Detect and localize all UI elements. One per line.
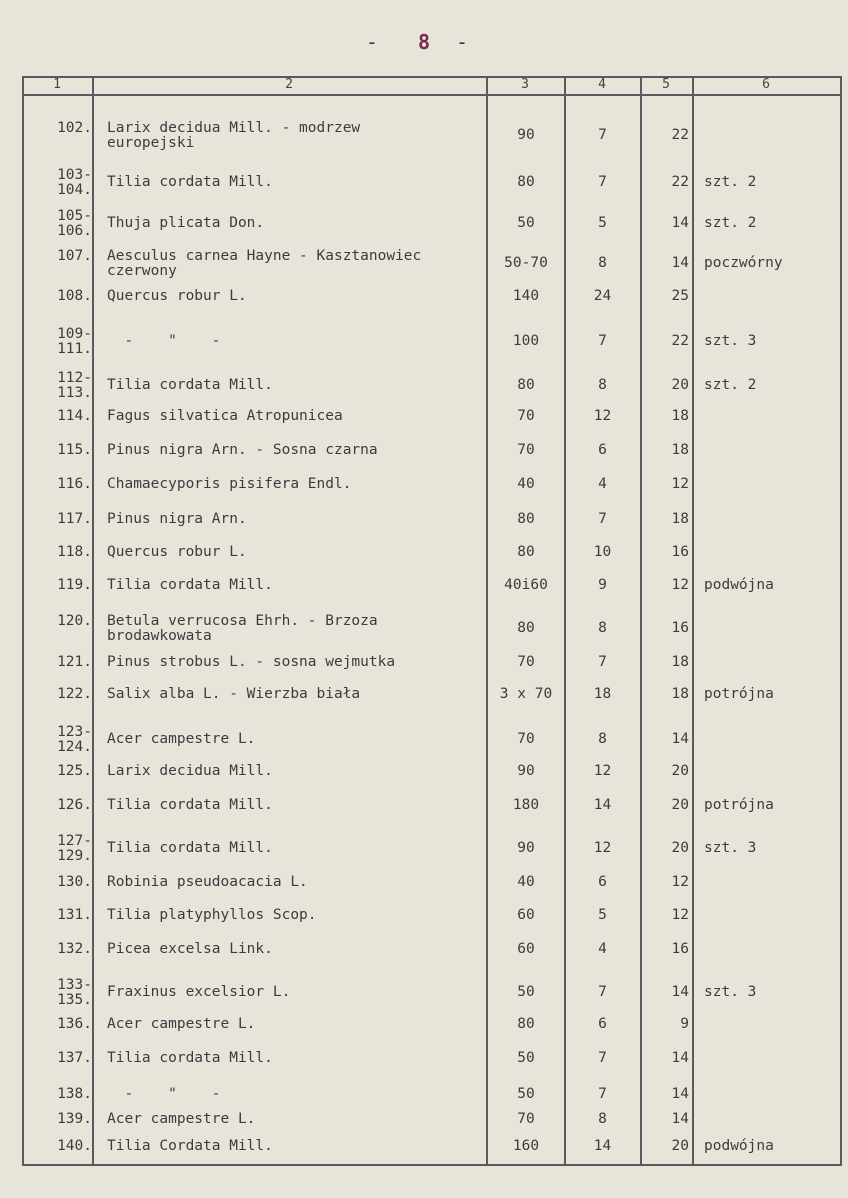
cell-c1: 117. (57, 511, 92, 527)
cell-c3: 80 (517, 1016, 535, 1032)
cell-c4: 7 (598, 654, 607, 670)
column-header: 6 (762, 77, 770, 92)
cell-c3: 50 (517, 215, 535, 231)
cell-c5: 12 (671, 476, 689, 492)
cell-c1: 137. (57, 1050, 92, 1066)
cell-c1: 138. (57, 1086, 92, 1102)
cell-c4: 7 (598, 1050, 607, 1066)
cell-c1: 103- 104. (57, 167, 92, 198)
cell-c6: szt. 2 (704, 215, 757, 231)
cell-c1: 102. (57, 120, 92, 136)
cell-c5: 16 (671, 941, 689, 957)
cell-c5: 14 (671, 984, 689, 1000)
cell-c4: 10 (593, 544, 612, 560)
cell-c5: 18 (671, 442, 689, 458)
cell-c4: 7 (598, 127, 607, 143)
cell-c2: Aesculus carnea Hayne - Kasztanowiec czerwony (107, 248, 422, 279)
cell-c4: 5 (598, 215, 607, 231)
cell-c4: 6 (598, 874, 607, 890)
cell-c5: 12 (671, 907, 689, 923)
cell-c4: 7 (598, 333, 607, 349)
cell-c3: 140 (512, 288, 540, 304)
cell-c1: 123- 124. (57, 724, 92, 755)
cell-c4: 8 (598, 377, 607, 393)
cell-c5: 20 (671, 797, 689, 813)
cell-c1: 136. (57, 1016, 92, 1032)
cell-c3: 70 (517, 731, 535, 747)
cell-c2: - " - (107, 1086, 221, 1102)
cell-c3: 70 (517, 1111, 535, 1127)
cell-c3: 40 (517, 476, 535, 492)
cell-c6: szt. 3 (704, 984, 757, 1000)
cell-c3: 80 (517, 544, 535, 560)
column-rule (840, 76, 842, 1166)
cell-c5: 14 (671, 215, 689, 231)
column-header: 5 (662, 77, 670, 92)
cell-c3: 40i60 (504, 577, 548, 593)
cell-c2: Thuja plicata Don. (107, 215, 265, 231)
column-header: 4 (598, 77, 606, 92)
cell-c3: 50 (517, 984, 535, 1000)
cell-c2: Larix decidua Mill. (107, 763, 273, 779)
cell-c4: 8 (598, 731, 607, 747)
cell-c1: 126. (57, 797, 92, 813)
cell-c1: 118. (57, 544, 92, 560)
cell-c5: 14 (671, 1111, 689, 1127)
cell-c3: 50-70 (504, 255, 548, 271)
cell-c3: 80 (517, 620, 535, 636)
cell-c3: 50 (517, 1086, 535, 1102)
cell-c5: 20 (671, 840, 689, 856)
column-header: 2 (285, 77, 293, 92)
cell-c1: 109- 111. (57, 326, 92, 357)
cell-c4: 7 (598, 984, 607, 1000)
cell-c5: 18 (671, 686, 689, 702)
cell-c1: 115. (57, 442, 92, 458)
cell-c2: Fraxinus excelsior L. (107, 984, 291, 1000)
cell-c4: 12 (593, 763, 612, 779)
cell-c1: 139. (57, 1111, 92, 1127)
cell-c4: 24 (593, 288, 612, 304)
cell-c5: 20 (671, 1138, 689, 1154)
cell-c5: 18 (671, 654, 689, 670)
cell-c2: Betula verrucosa Ehrh. - Brzoza brodawkowata (107, 613, 378, 644)
cell-c3: 60 (517, 941, 535, 957)
cell-c6: szt. 2 (704, 377, 757, 393)
cell-c5: 14 (671, 731, 689, 747)
cell-c1: 120. (57, 613, 92, 629)
page-number: - 8 - (365, 30, 483, 54)
cell-c5: 16 (671, 620, 689, 636)
cell-c4: 18 (593, 686, 612, 702)
cell-c4: 12 (593, 408, 612, 424)
cell-c3: 60 (517, 907, 535, 923)
cell-c6: podwójna (704, 1138, 774, 1154)
cell-c1: 132. (57, 941, 92, 957)
cell-c3: 80 (517, 174, 535, 190)
cell-c2: Picea excelsa Link. (107, 941, 273, 957)
cell-c4: 5 (598, 907, 607, 923)
cell-c4: 9 (598, 577, 607, 593)
cell-c1: 108. (57, 288, 92, 304)
cell-c2: Quercus robur L. (107, 544, 247, 560)
cell-c3: 3 x 70 (499, 686, 553, 702)
cell-c1: 140. (57, 1138, 92, 1154)
cell-c2: Fagus silvatica Atropunicea (107, 408, 343, 424)
cell-c2: Chamaecyporis pisifera Endl. (107, 476, 352, 492)
cell-c2: Tilia cordata Mill. (107, 797, 273, 813)
cell-c3: 160 (512, 1138, 540, 1154)
cell-c1: 133- 135. (57, 977, 92, 1008)
cell-c1: 122. (57, 686, 92, 702)
cell-c4: 12 (593, 840, 612, 856)
cell-c2: Robinia pseudoacacia L. (107, 874, 308, 890)
cell-c2: Pinus nigra Arn. (107, 511, 247, 527)
cell-c5: 14 (671, 255, 689, 271)
cell-c4: 6 (598, 1016, 607, 1032)
cell-c5: 18 (671, 408, 689, 424)
cell-c5: 20 (671, 377, 689, 393)
cell-c6: potrójna (704, 686, 774, 702)
cell-c4: 8 (598, 1111, 607, 1127)
cell-c2: Larix decidua Mill. - modrzew europejski (107, 120, 361, 151)
cell-c2: Tilia cordata Mill. (107, 377, 273, 393)
cell-c4: 4 (598, 941, 607, 957)
cell-c4: 7 (598, 174, 607, 190)
cell-c4: 14 (593, 797, 612, 813)
cell-c3: 90 (517, 763, 535, 779)
column-header: 3 (521, 77, 529, 92)
cell-c2: - " - (107, 333, 221, 349)
cell-c2: Acer campestre L. (107, 731, 256, 747)
cell-c3: 80 (517, 511, 535, 527)
cell-c5: 14 (671, 1050, 689, 1066)
cell-c6: potrójna (704, 797, 774, 813)
cell-c5: 16 (671, 544, 689, 560)
cell-c1: 121. (57, 654, 92, 670)
cell-c2: Quercus robur L. (107, 288, 247, 304)
cell-c2: Salix alba L. - Wierzba biała (107, 686, 361, 702)
cell-c1: 105- 106. (57, 208, 92, 239)
cell-c2: Tilia cordata Mill. (107, 1050, 273, 1066)
cell-c4: 7 (598, 511, 607, 527)
cell-c3: 70 (517, 408, 535, 424)
cell-c3: 90 (517, 840, 535, 856)
cell-c1: 112- 113. (57, 370, 92, 401)
cell-c5: 22 (671, 174, 689, 190)
cell-c2: Pinus strobus L. - sosna wejmutka (107, 654, 396, 670)
cell-c3: 180 (512, 797, 540, 813)
cell-c4: 8 (598, 255, 607, 271)
column-header: 1 (53, 77, 61, 92)
cell-c6: szt. 3 (704, 840, 757, 856)
cell-c5: 20 (671, 763, 689, 779)
column-rule (92, 76, 94, 1166)
cell-c5: 9 (680, 1016, 689, 1032)
row-rule (22, 1164, 840, 1166)
cell-c3: 40 (517, 874, 535, 890)
cell-c5: 12 (671, 874, 689, 890)
cell-c5: 12 (671, 577, 689, 593)
cell-c2: Tilia platyphyllos Scop. (107, 907, 317, 923)
cell-c2: Tilia cordata Mill. (107, 840, 273, 856)
cell-c1: 131. (57, 907, 92, 923)
cell-c1: 125. (57, 763, 92, 779)
cell-c6: szt. 3 (704, 333, 757, 349)
cell-c6: szt. 2 (704, 174, 757, 190)
cell-c4: 6 (598, 442, 607, 458)
cell-c5: 18 (671, 511, 689, 527)
cell-c2: Pinus nigra Arn. - Sosna czarna (107, 442, 378, 458)
column-rule (692, 76, 694, 1166)
cell-c4: 7 (598, 1086, 607, 1102)
cell-c6: poczwórny (704, 255, 783, 271)
cell-c5: 25 (671, 288, 689, 304)
cell-c1: 114. (57, 408, 92, 424)
cell-c3: 90 (517, 127, 535, 143)
cell-c3: 100 (512, 333, 540, 349)
cell-c5: 14 (671, 1086, 689, 1102)
cell-c5: 22 (671, 127, 689, 143)
cell-c3: 70 (517, 442, 535, 458)
cell-c3: 80 (517, 377, 535, 393)
cell-c1: 119. (57, 577, 92, 593)
row-rule (22, 94, 840, 96)
cell-c1: 107. (57, 248, 92, 264)
cell-c2: Acer campestre L. (107, 1111, 256, 1127)
cell-c2: Acer campestre L. (107, 1016, 256, 1032)
cell-c1: 130. (57, 874, 92, 890)
cell-c1: 116. (57, 476, 92, 492)
cell-c1: 127- 129. (57, 833, 92, 864)
page-number-value: 8 (417, 30, 431, 54)
cell-c2: Tilia Cordata Mill. (107, 1138, 273, 1154)
cell-c4: 14 (593, 1138, 612, 1154)
cell-c6: podwójna (704, 577, 774, 593)
cell-c2: Tilia cordata Mill. (107, 577, 273, 593)
cell-c4: 4 (598, 476, 607, 492)
cell-c4: 8 (598, 620, 607, 636)
cell-c3: 70 (517, 654, 535, 670)
cell-c5: 22 (671, 333, 689, 349)
cell-c2: Tilia cordata Mill. (107, 174, 273, 190)
cell-c3: 50 (517, 1050, 535, 1066)
